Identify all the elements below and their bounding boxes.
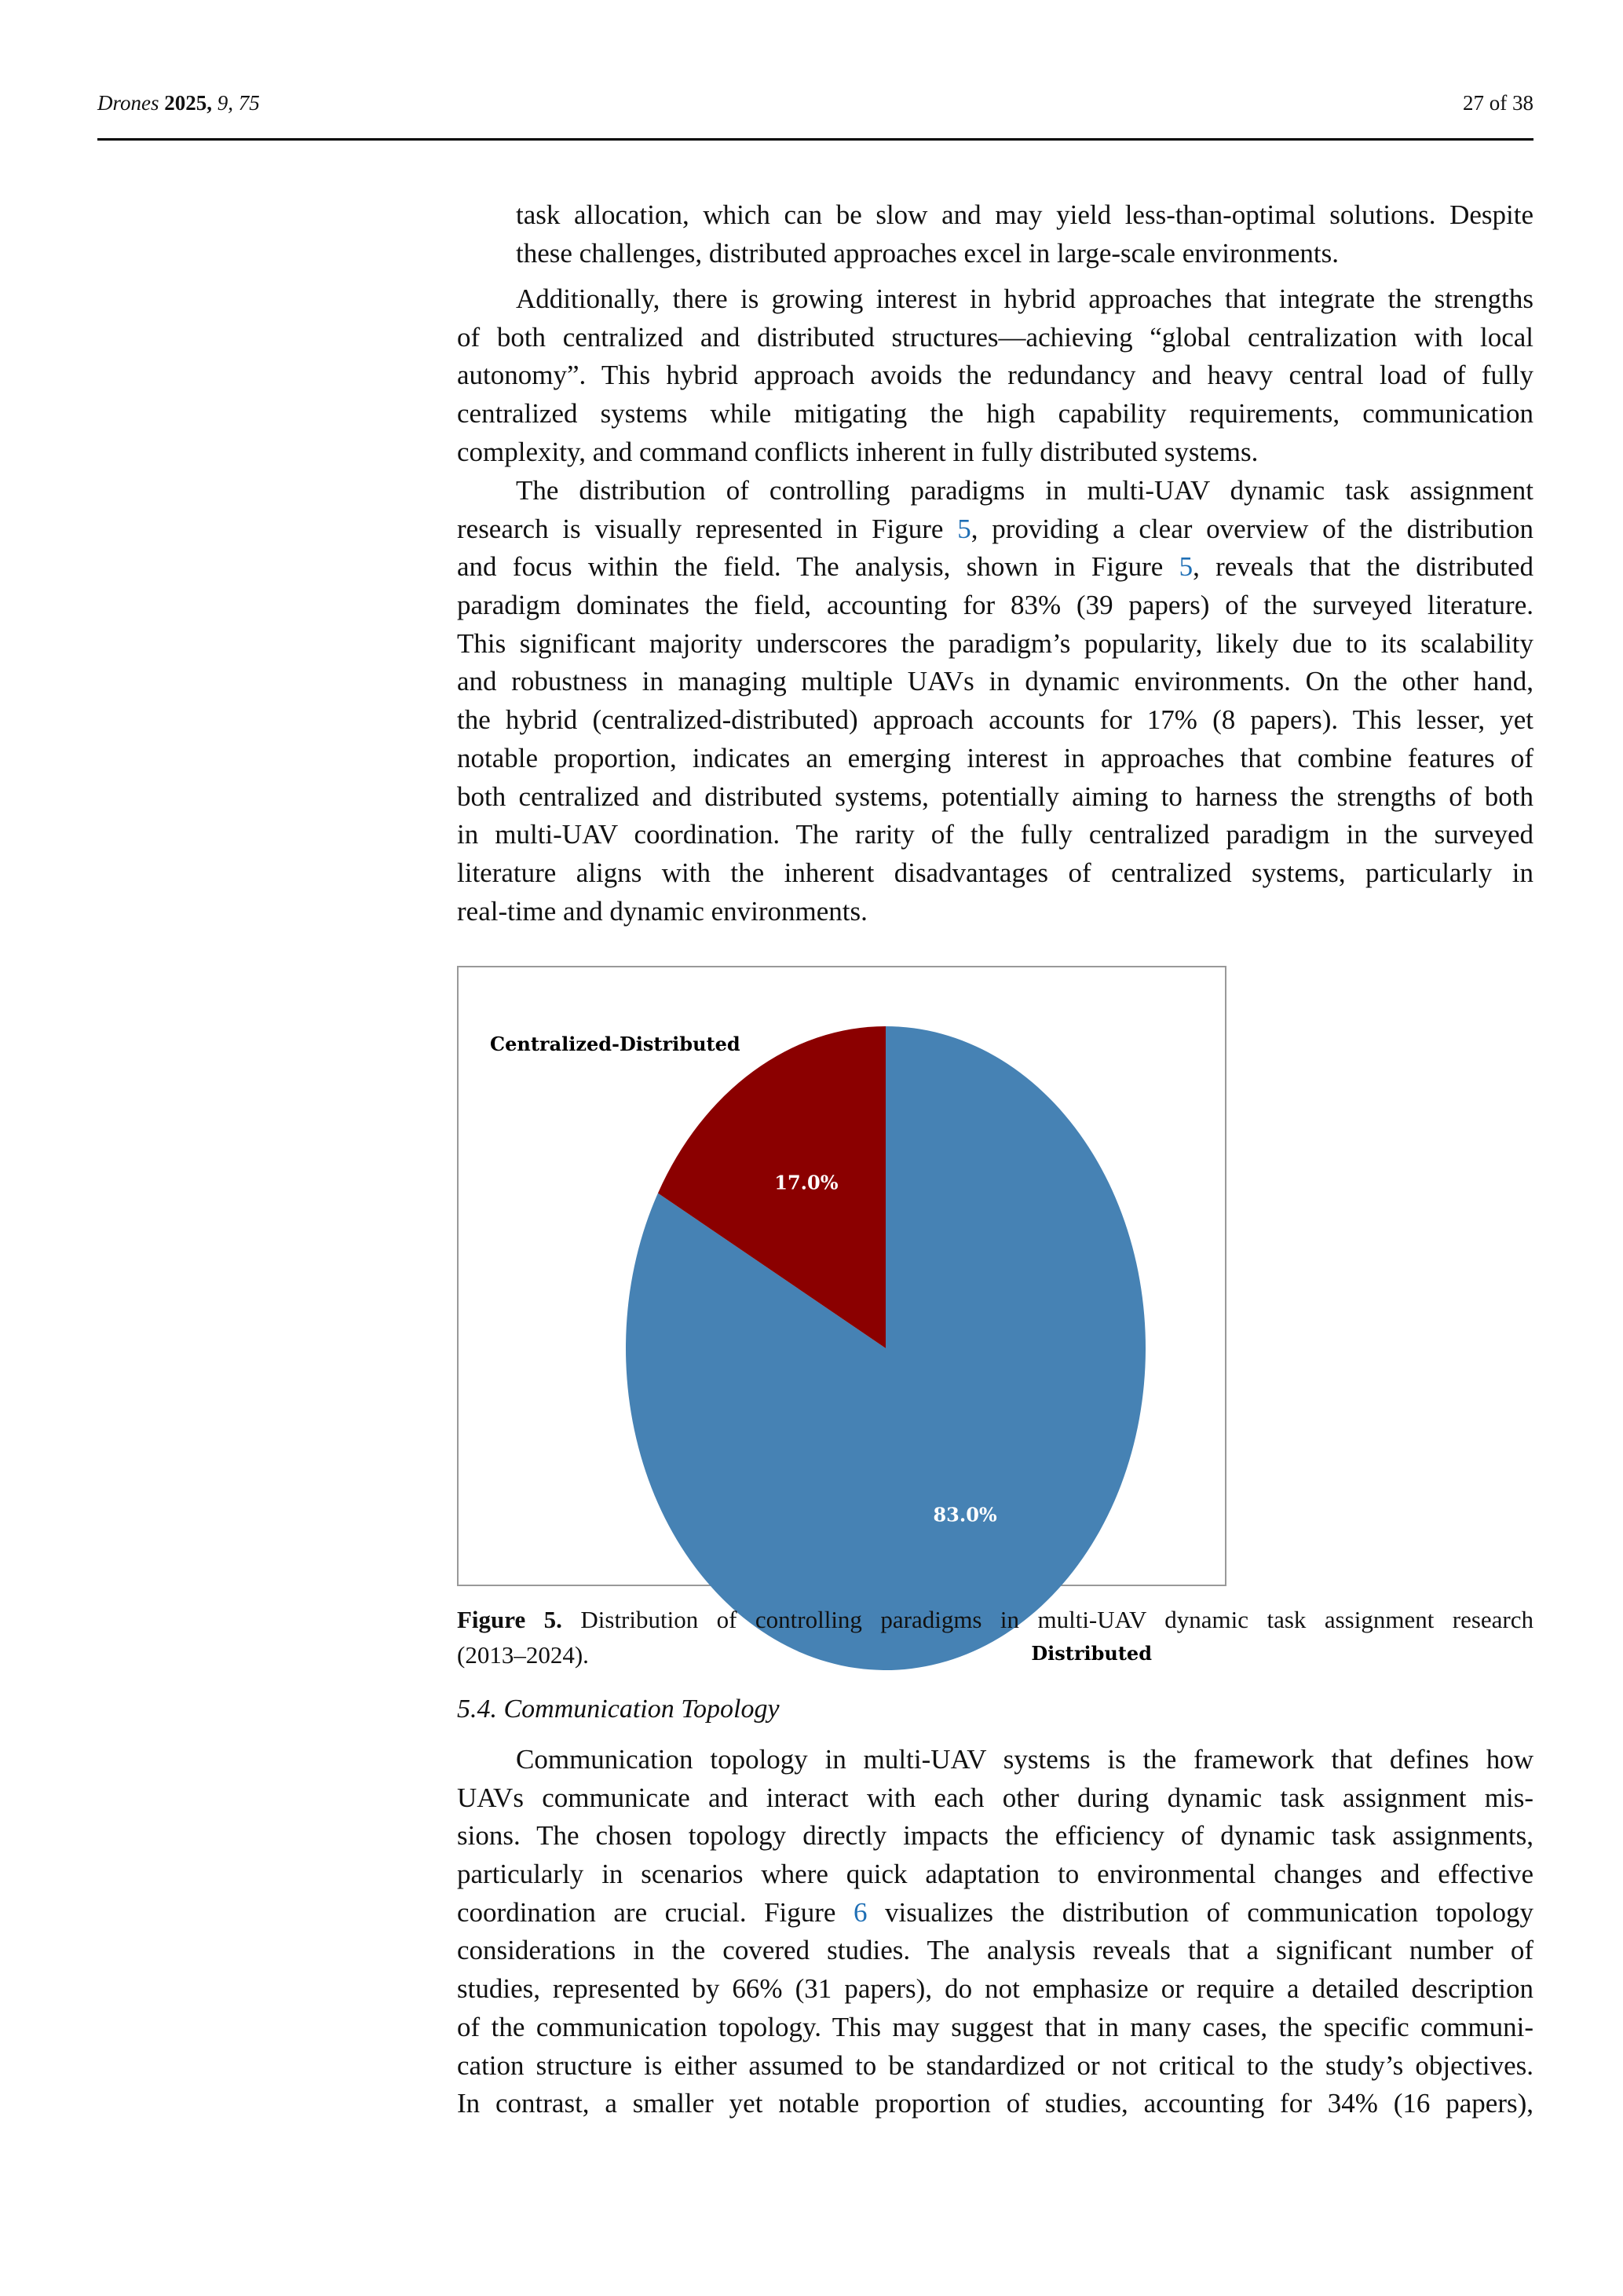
text-line: real-time and dynamic environments. [457,895,868,927]
text-line: notable proportion, indicates an emerging interest in approaches that combine features of [457,742,1533,773]
text-line: studies, represented by 66% (31 papers), do not emphasize or require a detailed description [457,1973,1533,2005]
text-line: in multi-UAV coordination. The rarity of the fully centralized paradigm in the surveyed [457,819,1533,850]
pie-percent-label: 17.0% [774,1171,839,1194]
text-line: both centralized and distributed systems, potentially aiming to harness the strengths of both [457,781,1533,812]
text-line: Communication topology in multi-UAV systems is the framework that defines how [516,1744,1533,1775]
header-rule [97,138,1533,141]
figure-label: Figure 5. [457,1606,562,1633]
pie-category-label: Centralized-Distributed [490,1032,740,1055]
text-line: these challenges, distributed approaches excel in large-scale environments. [516,237,1339,269]
caption-line: (2013–2024). [457,1641,589,1669]
figure-caption [457,1602,1533,1673]
journal-name: Drones [97,91,159,115]
text-line: The distribution of controlling paradigms in multi-UAV dynamic task assignment [516,475,1533,506]
text-line: This significant majority underscores the paradigm’s popularity, likely due to its scalability [457,627,1533,659]
text-line: task allocation, which can be slow and may yield less-than-optimal solutions. Despite [516,199,1533,230]
text-line: sions. The chosen topology directly impacts the efficiency of dynamic task assignments, [457,1820,1533,1852]
text-line: autonomy”. This hybrid approach avoids the redundancy and heavy central load of fully [457,360,1533,391]
text-line: centralized systems while mitigating the high capability requirements, communication [457,398,1533,430]
text-line: cation structure is either assumed to be standardized or not critical to the study’s objectives. [457,2049,1533,2081]
paragraph-hybrid [457,280,1533,471]
text-line: coordination are crucial. Figure 6 visualizes the distribution of communication topology [457,1896,1533,1928]
figure-reference-link[interactable]: 5 [1179,551,1193,583]
paragraph-distribution [457,472,1533,930]
text-line: of both centralized and distributed structures—achieving “global centralization with local [457,321,1533,353]
page-number: 27 of 38 [1463,91,1533,115]
pie-category-label: Distributed [1031,1642,1152,1665]
text-line: In contrast, a smaller yet notable proportion of studies, accounting for 34% (16 papers), [457,2088,1533,2119]
text-line: research is visually represented in Figure 5, providing a clear overview of the distribution [457,513,1533,544]
text-line: the hybrid (centralized-distributed) approach accounts for 17% (8 papers). This lesser, yet [457,704,1533,736]
paragraph-continuation [516,196,1533,272]
text-line: UAVs communicate and interact with each other during dynamic task assignment mis- [457,1782,1533,1813]
text-line: particularly in scenarios where quick adaptation to environmental changes and effective [457,1859,1533,1890]
volume: 9 [217,91,228,115]
pie-percent-label: 83.0% [933,1503,997,1526]
section-heading: 5.4. Communication Topology [457,1695,780,1724]
text-line: Additionally, there is growing interest in hybrid approaches that integrate the strengths [516,283,1533,314]
text-line: and robustness in managing multiple UAVs in dynamic environments. On the other hand, [457,666,1533,697]
text-line: paradigm dominates the field, accounting for 83% (39 papers) of the surveyed literature. [457,590,1533,621]
text-line: of the communication topology. This may suggest that in many cases, the specific communi- [457,2011,1533,2042]
figure-reference-link[interactable]: 5 [957,513,971,544]
paragraph-communication-topology [457,1741,1533,2123]
caption-line: Distribution of controlling paradigms in multi-UAV dynamic task assignment research [580,1606,1534,1633]
year: 2025 [164,91,207,115]
text-line: complexity, and command conflicts inherent in fully distributed systems. [457,436,1259,467]
text-line: considerations in the covered studies. The analysis reveals that a significant number of [457,1935,1533,1966]
text-line: and focus within the field. The analysis, shown in Figure 5, reveals that the distributed [457,551,1533,583]
text-line: literature aligns with the inherent disadvantages of centralized systems, particularly in [457,857,1533,888]
article-number: 75 [238,91,260,115]
figure-reference-link[interactable]: 6 [853,1896,868,1928]
running-header-citation: Drones 2025, 9, 75 [97,91,260,115]
